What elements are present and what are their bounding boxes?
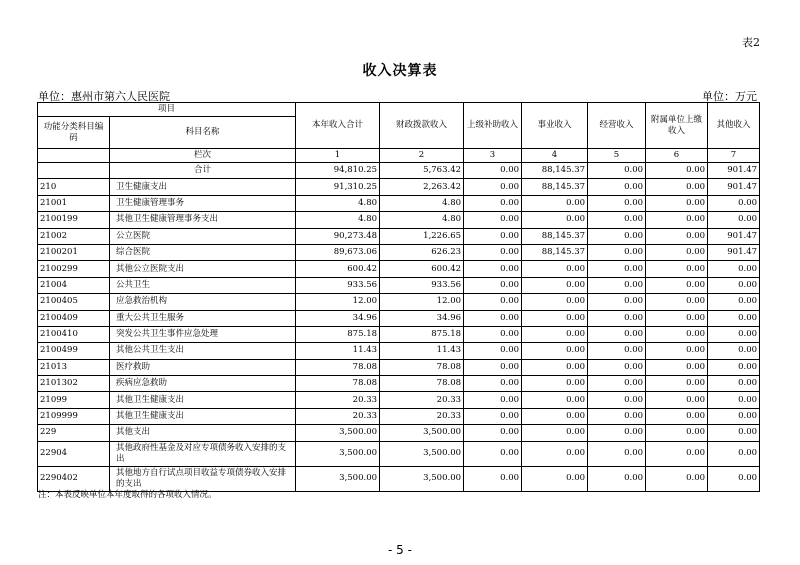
- row-value: 0.00: [522, 310, 588, 326]
- row-name: 其他卫生健康支出: [110, 392, 296, 408]
- row-value: 0.00: [522, 441, 588, 466]
- row-value: 0.00: [646, 244, 708, 260]
- header-other-income: 其他收入: [708, 103, 760, 149]
- row-value: 0.00: [708, 441, 760, 466]
- row-name: 其他地方自行试点项目收益专项债券收入安排的支出: [110, 466, 296, 491]
- row-value: 901.47: [708, 179, 760, 195]
- row-name: 其他卫生健康支出: [110, 408, 296, 424]
- row-value: 0.00: [464, 212, 522, 228]
- income-final-accounts-table: [37, 102, 760, 492]
- header-total-income: 本年收入合计: [296, 103, 380, 149]
- row-value: 12.00: [296, 294, 380, 310]
- row-value: 0.00: [588, 310, 646, 326]
- table-row: [38, 261, 760, 277]
- row-value: 0.00: [646, 163, 708, 179]
- row-value: 78.08: [296, 376, 380, 392]
- row-value: 0.00: [522, 294, 588, 310]
- row-name: 突发公共卫生事件应急处理: [110, 326, 296, 342]
- row-value: 0.00: [464, 277, 522, 293]
- row-value: 0.00: [646, 466, 708, 491]
- row-value: 94,810.25: [296, 163, 380, 179]
- row-value: 0.00: [588, 195, 646, 211]
- row-value: 20.33: [380, 408, 464, 424]
- row-code: 2101302: [38, 376, 110, 392]
- row-value: 901.47: [708, 228, 760, 244]
- table-row: [38, 376, 760, 392]
- row-value: 0.00: [708, 359, 760, 375]
- row-value: 0.00: [522, 343, 588, 359]
- row-code: 229: [38, 425, 110, 441]
- row-code: 2100409: [38, 310, 110, 326]
- row-value: 0.00: [522, 261, 588, 277]
- row-value: 0.00: [464, 425, 522, 441]
- row-code: 21002: [38, 228, 110, 244]
- row-value: 20.33: [296, 408, 380, 424]
- row-value: 600.42: [296, 261, 380, 277]
- row-value: 901.47: [708, 163, 760, 179]
- row-value: 0.00: [464, 163, 522, 179]
- footnote: 注：本表反映单位本年度取得的各项收入情况。: [38, 490, 217, 500]
- row-code: 2100410: [38, 326, 110, 342]
- row-value: 2,263.42: [380, 179, 464, 195]
- row-value: 0.00: [588, 179, 646, 195]
- row-value: 933.56: [296, 277, 380, 293]
- row-value: 0.00: [464, 261, 522, 277]
- row-code: 2100201: [38, 244, 110, 260]
- row-value: 0.00: [588, 261, 646, 277]
- row-value: 0.00: [464, 408, 522, 424]
- row-name: 应急救治机构: [110, 294, 296, 310]
- index-label: 栏次: [110, 149, 296, 163]
- table-row: [38, 277, 760, 293]
- row-value: 626.23: [380, 244, 464, 260]
- column-index-row: 栏次 1 2 3 4 5 6 7: [38, 149, 760, 163]
- row-value: 12.00: [380, 294, 464, 310]
- row-code: 21004: [38, 277, 110, 293]
- row-name: 疾病应急救助: [110, 376, 296, 392]
- row-value: 600.42: [380, 261, 464, 277]
- row-value: 88,145.37: [522, 244, 588, 260]
- row-value: 4.80: [380, 195, 464, 211]
- row-value: 1,226.65: [380, 228, 464, 244]
- table-row: [38, 244, 760, 260]
- row-value: 0.00: [464, 244, 522, 260]
- row-name: 公立医院: [110, 228, 296, 244]
- row-value: 0.00: [708, 326, 760, 342]
- row-value: 0.00: [646, 376, 708, 392]
- header-superior-subsidy: 上级补助收入: [464, 103, 522, 149]
- row-value: 0.00: [646, 326, 708, 342]
- header-fiscal-income: 财政拨款收入: [380, 103, 464, 149]
- row-code: 21013: [38, 359, 110, 375]
- row-name: 其他公共卫生支出: [110, 343, 296, 359]
- row-value: 88,145.37: [522, 179, 588, 195]
- row-value: 11.43: [296, 343, 380, 359]
- row-value: 4.80: [296, 212, 380, 228]
- row-value: 0.00: [646, 359, 708, 375]
- row-code: 21001: [38, 195, 110, 211]
- row-value: 0.00: [522, 359, 588, 375]
- table-row: [38, 310, 760, 326]
- row-value: 0.00: [708, 466, 760, 491]
- row-value: 0.00: [708, 310, 760, 326]
- row-value: 0.00: [646, 441, 708, 466]
- row-name: 卫生健康支出: [110, 179, 296, 195]
- row-value: 0.00: [522, 277, 588, 293]
- row-value: 88,145.37: [522, 228, 588, 244]
- row-value: 90,273.48: [296, 228, 380, 244]
- row-value: 0.00: [522, 326, 588, 342]
- row-name: 重大公共卫生服务: [110, 310, 296, 326]
- table-row: [38, 294, 760, 310]
- document-title: 收入决算表: [362, 63, 438, 79]
- row-code: 210: [38, 179, 110, 195]
- row-value: 0.00: [588, 212, 646, 228]
- row-value: 0.00: [646, 294, 708, 310]
- header-business-income: 事业收入: [522, 103, 588, 149]
- row-value: 0.00: [464, 441, 522, 466]
- row-value: 3,500.00: [296, 441, 380, 466]
- row-name: 合计: [110, 163, 296, 179]
- row-name: 公共卫生: [110, 277, 296, 293]
- table-row: [38, 326, 760, 342]
- row-value: 875.18: [296, 326, 380, 342]
- row-value: 0.00: [588, 294, 646, 310]
- header-function-code: 功能分类科目编码: [38, 117, 110, 149]
- table-row: [38, 425, 760, 441]
- table-row: [38, 179, 760, 195]
- row-value: 0.00: [646, 212, 708, 228]
- table-number: 表2: [742, 36, 760, 49]
- row-code: 21099: [38, 392, 110, 408]
- row-value: 3,500.00: [380, 425, 464, 441]
- row-code: 2290402: [38, 466, 110, 491]
- row-value: 0.00: [464, 179, 522, 195]
- row-value: 933.56: [380, 277, 464, 293]
- header-project: 项目: [38, 103, 296, 117]
- row-name: 其他支出: [110, 425, 296, 441]
- row-value: 0.00: [588, 376, 646, 392]
- row-value: 4.80: [296, 195, 380, 211]
- table-row: [38, 228, 760, 244]
- row-value: 0.00: [464, 195, 522, 211]
- row-value: 901.47: [708, 244, 760, 260]
- row-value: 0.00: [646, 343, 708, 359]
- table-row: [38, 392, 760, 408]
- row-value: 0.00: [588, 244, 646, 260]
- row-value: 0.00: [708, 425, 760, 441]
- row-value: 0.00: [588, 359, 646, 375]
- row-name: 综合医院: [110, 244, 296, 260]
- table-row: [38, 441, 760, 466]
- row-value: 3,500.00: [380, 441, 464, 466]
- row-value: 0.00: [708, 277, 760, 293]
- row-value: 3,500.00: [380, 466, 464, 491]
- row-value: 91,310.25: [296, 179, 380, 195]
- row-code: [38, 163, 110, 179]
- table-row: [38, 359, 760, 375]
- row-value: 0.00: [464, 392, 522, 408]
- row-value: 0.00: [522, 392, 588, 408]
- row-value: 78.08: [296, 359, 380, 375]
- row-code: 22904: [38, 441, 110, 466]
- row-value: 0.00: [588, 466, 646, 491]
- row-value: 0.00: [464, 343, 522, 359]
- row-value: 0.00: [646, 261, 708, 277]
- row-value: 0.00: [588, 408, 646, 424]
- row-value: 0.00: [464, 326, 522, 342]
- row-value: 0.00: [588, 163, 646, 179]
- row-value: 5,763.42: [380, 163, 464, 179]
- table-row: [38, 163, 760, 179]
- row-value: 4.80: [380, 212, 464, 228]
- row-name: 卫生健康管理事务: [110, 195, 296, 211]
- row-name: 其他卫生健康管理事务支出: [110, 212, 296, 228]
- row-code: 2100499: [38, 343, 110, 359]
- row-value: 0.00: [646, 425, 708, 441]
- row-code: 2100405: [38, 294, 110, 310]
- page-number: - 5 -: [388, 543, 412, 557]
- row-value: 0.00: [646, 277, 708, 293]
- row-value: 0.00: [464, 228, 522, 244]
- row-value: 78.08: [380, 376, 464, 392]
- row-value: 0.00: [646, 195, 708, 211]
- row-code: 2109999: [38, 408, 110, 424]
- row-value: 0.00: [588, 425, 646, 441]
- row-value: 0.00: [588, 441, 646, 466]
- row-value: 0.00: [646, 179, 708, 195]
- table-row: [38, 408, 760, 424]
- row-value: 0.00: [646, 408, 708, 424]
- row-value: 0.00: [646, 392, 708, 408]
- row-value: 0.00: [522, 212, 588, 228]
- row-name: 医疗救助: [110, 359, 296, 375]
- row-value: 0.00: [708, 261, 760, 277]
- row-value: 0.00: [708, 212, 760, 228]
- row-value: 0.00: [708, 195, 760, 211]
- row-value: 11.43: [380, 343, 464, 359]
- row-value: 0.00: [464, 466, 522, 491]
- row-value: 0.00: [522, 425, 588, 441]
- row-value: 0.00: [708, 376, 760, 392]
- row-value: 0.00: [588, 326, 646, 342]
- row-code: 2100199: [38, 212, 110, 228]
- row-value: 0.00: [464, 294, 522, 310]
- table-row: [38, 343, 760, 359]
- row-value: 89,673.06: [296, 244, 380, 260]
- row-value: 0.00: [708, 408, 760, 424]
- row-value: 3,500.00: [296, 425, 380, 441]
- row-value: 875.18: [380, 326, 464, 342]
- row-value: 0.00: [522, 408, 588, 424]
- row-value: 0.00: [708, 294, 760, 310]
- row-value: 0.00: [588, 277, 646, 293]
- row-value: 88,145.37: [522, 163, 588, 179]
- row-value: 0.00: [522, 376, 588, 392]
- row-value: 0.00: [646, 310, 708, 326]
- row-value: 0.00: [464, 376, 522, 392]
- row-value: 78.08: [380, 359, 464, 375]
- row-value: 34.96: [380, 310, 464, 326]
- row-value: 3,500.00: [296, 466, 380, 491]
- row-name: 其他政府性基金及对应专项债务收入安排的支出: [110, 441, 296, 466]
- table-row: [38, 212, 760, 228]
- header-operating-income: 经营收入: [588, 103, 646, 149]
- row-code: 2100299: [38, 261, 110, 277]
- row-value: 0.00: [522, 195, 588, 211]
- row-value: 0.00: [646, 228, 708, 244]
- reporting-unit: 单位：惠州市第六人民医院: [38, 90, 170, 103]
- row-name: 其他公立医院支出: [110, 261, 296, 277]
- row-value: 0.00: [708, 343, 760, 359]
- row-value: 0.00: [588, 392, 646, 408]
- row-value: 20.33: [380, 392, 464, 408]
- row-value: 20.33: [296, 392, 380, 408]
- row-value: 0.00: [522, 466, 588, 491]
- row-value: 0.00: [464, 310, 522, 326]
- row-value: 34.96: [296, 310, 380, 326]
- header-affiliated-income: 附属单位上缴收入: [646, 103, 708, 149]
- currency-unit: 单位：万元: [702, 90, 757, 103]
- row-value: 0.00: [464, 359, 522, 375]
- header-subject-name: 科目名称: [110, 117, 296, 149]
- row-value: 0.00: [588, 228, 646, 244]
- row-value: 0.00: [708, 392, 760, 408]
- table-row: [38, 195, 760, 211]
- row-value: 0.00: [588, 343, 646, 359]
